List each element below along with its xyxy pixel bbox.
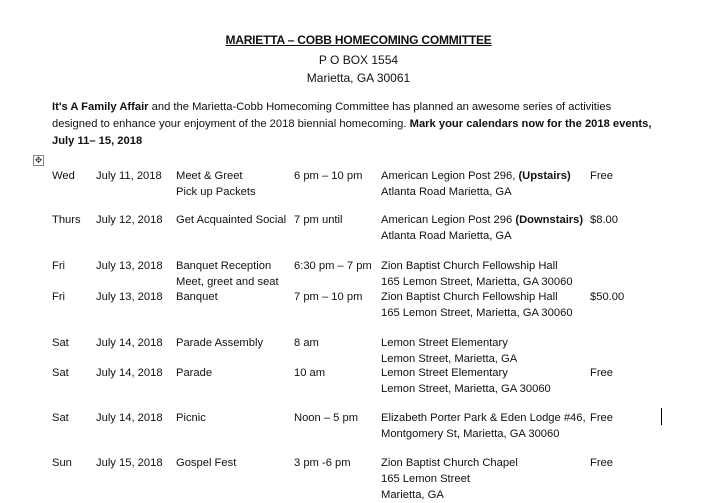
event-venue-address: Montgomery St, Marietta, GA 30060 [381, 428, 560, 440]
event-cost: Free [590, 170, 614, 182]
event-name: Meet & Greet [176, 170, 243, 182]
event-venue-address: Atlanta Road Marietta, GA [381, 230, 512, 242]
event-date: July 15, 2018 [96, 457, 163, 469]
event-time: 7 pm – 10 pm [294, 291, 363, 303]
event-cost: $8.00 [590, 214, 618, 226]
event-name: Banquet [176, 291, 218, 303]
event-venue-address: 165 Lemon Street [381, 473, 470, 485]
event-time: 10 am [294, 367, 326, 379]
venue-name: Lemon Street Elementary [381, 367, 508, 379]
venue-name: American Legion Post 296, [381, 170, 519, 182]
venue-floor: (Upstairs) [518, 170, 571, 182]
event-date: July 14, 2018 [96, 337, 163, 349]
event-name: Get Acquainted Social [176, 214, 287, 226]
event-time: Noon – 5 pm [294, 412, 359, 424]
event-venue-city: Marietta, GA [381, 489, 444, 501]
event-name: Gospel Fest [176, 457, 237, 469]
event-day: Thurs [52, 214, 81, 226]
intro-bold-1: It's A Family Affair [52, 101, 149, 113]
event-venue [381, 258, 558, 274]
event-venue [381, 455, 518, 471]
event-date: July 12, 2018 [96, 214, 163, 226]
event-venue [381, 335, 508, 351]
intro-text: and the Marietta-Cobb Homecoming Committee has planned an awesome series of activities designed to enhance your enjoyment of the 2018 biennial homecoming. [52, 101, 612, 130]
venue-name: American Legion Post 296 [381, 214, 516, 226]
event-day: Fri [52, 291, 66, 303]
venue-name: Elizabeth Porter Park & Eden Lodge #46, [381, 412, 586, 424]
event-cost: Free [590, 367, 614, 379]
event-date: July 14, 2018 [96, 367, 163, 379]
event-subname: Pick up Packets [176, 186, 256, 198]
event-time: 3 pm -6 pm [294, 457, 351, 469]
event-venue-address: Lemon Street, Marietta, GA [381, 353, 518, 365]
event-venue [381, 212, 583, 228]
event-day: Sat [52, 367, 69, 379]
event-date: July 13, 2018 [96, 291, 163, 303]
event-venue-address: 165 Lemon Street, Marietta, GA 30060 [381, 276, 573, 288]
event-venue [381, 365, 508, 381]
intro-bold-2: Mark your calendars now for the 2018 events, July 11– 15, 2018 [52, 118, 652, 147]
venue-name: Zion Baptist Church Fellowship Hall [381, 291, 558, 303]
event-name: Banquet Reception [176, 260, 272, 272]
event-day: Fri [52, 260, 66, 272]
event-date: July 14, 2018 [96, 412, 163, 424]
event-cost: Free [590, 412, 614, 424]
event-venue-address: 165 Lemon Street, Marietta, GA 30060 [381, 307, 573, 319]
event-cost: Free [590, 457, 614, 469]
event-date: July 11, 2018 [96, 170, 162, 182]
move-handle-icon[interactable]: ✥ [34, 155, 43, 165]
intro-paragraph [52, 99, 652, 150]
event-day: Sat [52, 337, 69, 349]
event-venue [381, 168, 571, 184]
event-time: 7 pm until [294, 214, 343, 226]
event-day: Wed [52, 170, 75, 182]
event-time: 6:30 pm – 7 pm [294, 260, 372, 272]
event-day: Sun [52, 457, 72, 469]
venue-floor: (Downstairs) [515, 214, 584, 226]
doc-title: MARIETTA – COBB HOMECOMING COMMITTEE [225, 33, 492, 47]
event-time: 8 am [294, 337, 319, 349]
city-line: Marietta, GA 30061 [306, 71, 411, 85]
venue-name: Zion Baptist Church Fellowship Hall [381, 260, 558, 272]
event-venue-address: Lemon Street, Marietta, GA 30060 [381, 383, 551, 395]
event-date: July 13, 2018 [96, 260, 163, 272]
event-venue [381, 410, 586, 426]
event-subname: Meet, greet and seat [176, 276, 279, 288]
event-time: 6 pm – 10 pm [294, 170, 363, 182]
event-name: Parade Assembly [176, 337, 264, 349]
event-cost: $50.00 [590, 291, 625, 303]
event-venue [381, 289, 558, 305]
po-box: P O BOX 1554 [318, 53, 399, 67]
venue-name: Lemon Street Elementary [381, 337, 508, 349]
venue-name: Zion Baptist Church Chapel [381, 457, 518, 469]
event-name: Parade [176, 367, 213, 379]
event-name: Picnic [176, 412, 206, 424]
event-day: Sat [52, 412, 69, 424]
text-cursor-icon [661, 408, 662, 425]
event-venue-address: Atlanta Road Marietta, GA [381, 186, 512, 198]
